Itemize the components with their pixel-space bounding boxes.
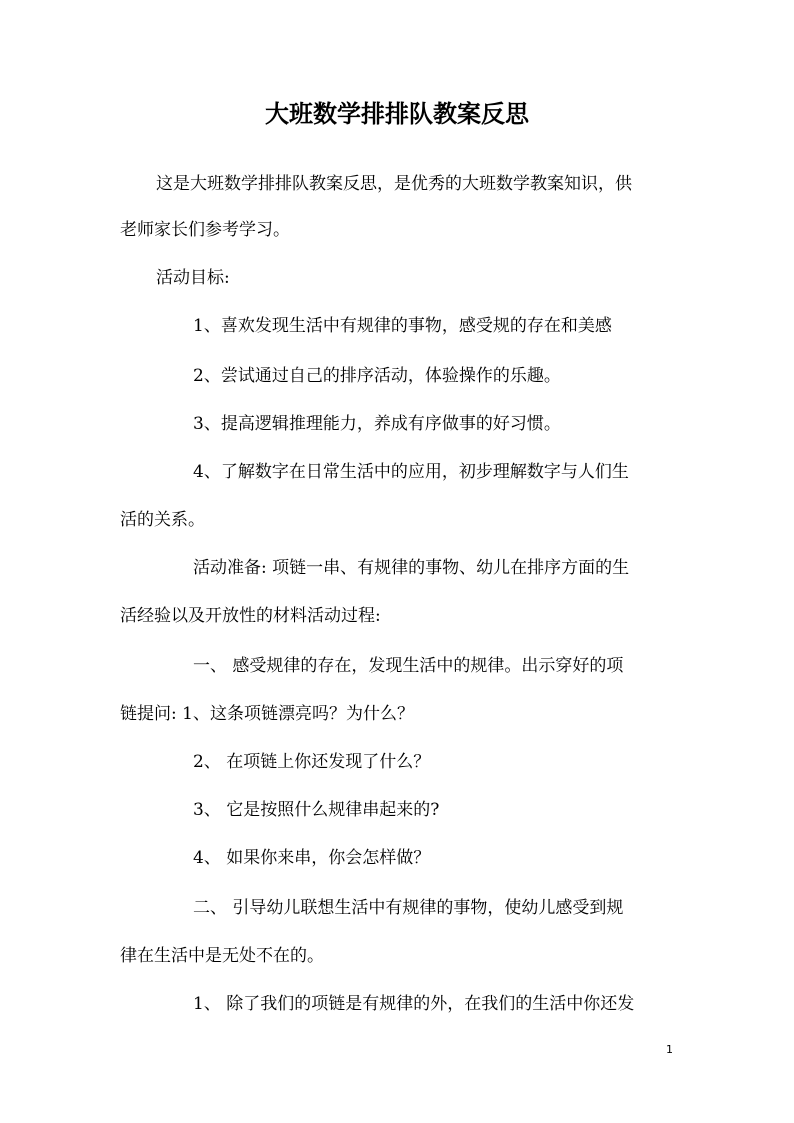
list-item: 1、 除了我们的项链是有规律的外，在我们的生活中你还发 xyxy=(193,994,635,1014)
section-heading: 活动目标: xyxy=(156,268,230,288)
paragraph-line: 律在生活中是无处不在的。 xyxy=(120,946,324,966)
page-number: 1 xyxy=(666,1043,673,1056)
paragraph-line: 活动准备: 项链一串、有规律的事物、幼儿在排序方面的生 xyxy=(193,558,630,578)
paragraph-line: 老师家长们参考学习。 xyxy=(120,220,290,240)
list-item: 4、了解数字在日常生活中的应用，初步理解数字与人们生 xyxy=(193,462,629,482)
document-title: 大班数学排排队教案反思 xyxy=(265,99,529,128)
list-item: 2、尝试通过自己的排序活动，体验操作的乐趣。 xyxy=(193,366,561,386)
paragraph-line: 这是大班数学排排队教案反思，是优秀的大班数学教案知识，供 xyxy=(156,174,632,194)
list-item: 3、 它是按照什么规律串起来的? xyxy=(193,800,440,820)
list-item: 2、 在项链上你还发现了什么？ xyxy=(193,752,431,772)
list-item: 3、提高逻辑推理能力，养成有序做事的好习惯。 xyxy=(193,414,561,434)
paragraph-line: 二、 引导幼儿联想生活中有规律的事物，使幼儿感受到规 xyxy=(193,898,624,918)
list-item: 4、 如果你来串，你会怎样做？ xyxy=(193,848,431,868)
paragraph-line: 一、 感受规律的存在，发现生活中的规律。出示穿好的项 xyxy=(193,656,624,676)
paragraph-line: 活的关系。 xyxy=(120,510,205,530)
paragraph-line: 链提问: 1、这条项链漂亮吗？为什么？ xyxy=(120,704,414,724)
paragraph-line: 活经验以及开放性的材料活动过程: xyxy=(120,606,381,626)
list-item: 1、喜欢发现生活中有规律的事物，感受规的存在和美感 xyxy=(193,316,612,336)
